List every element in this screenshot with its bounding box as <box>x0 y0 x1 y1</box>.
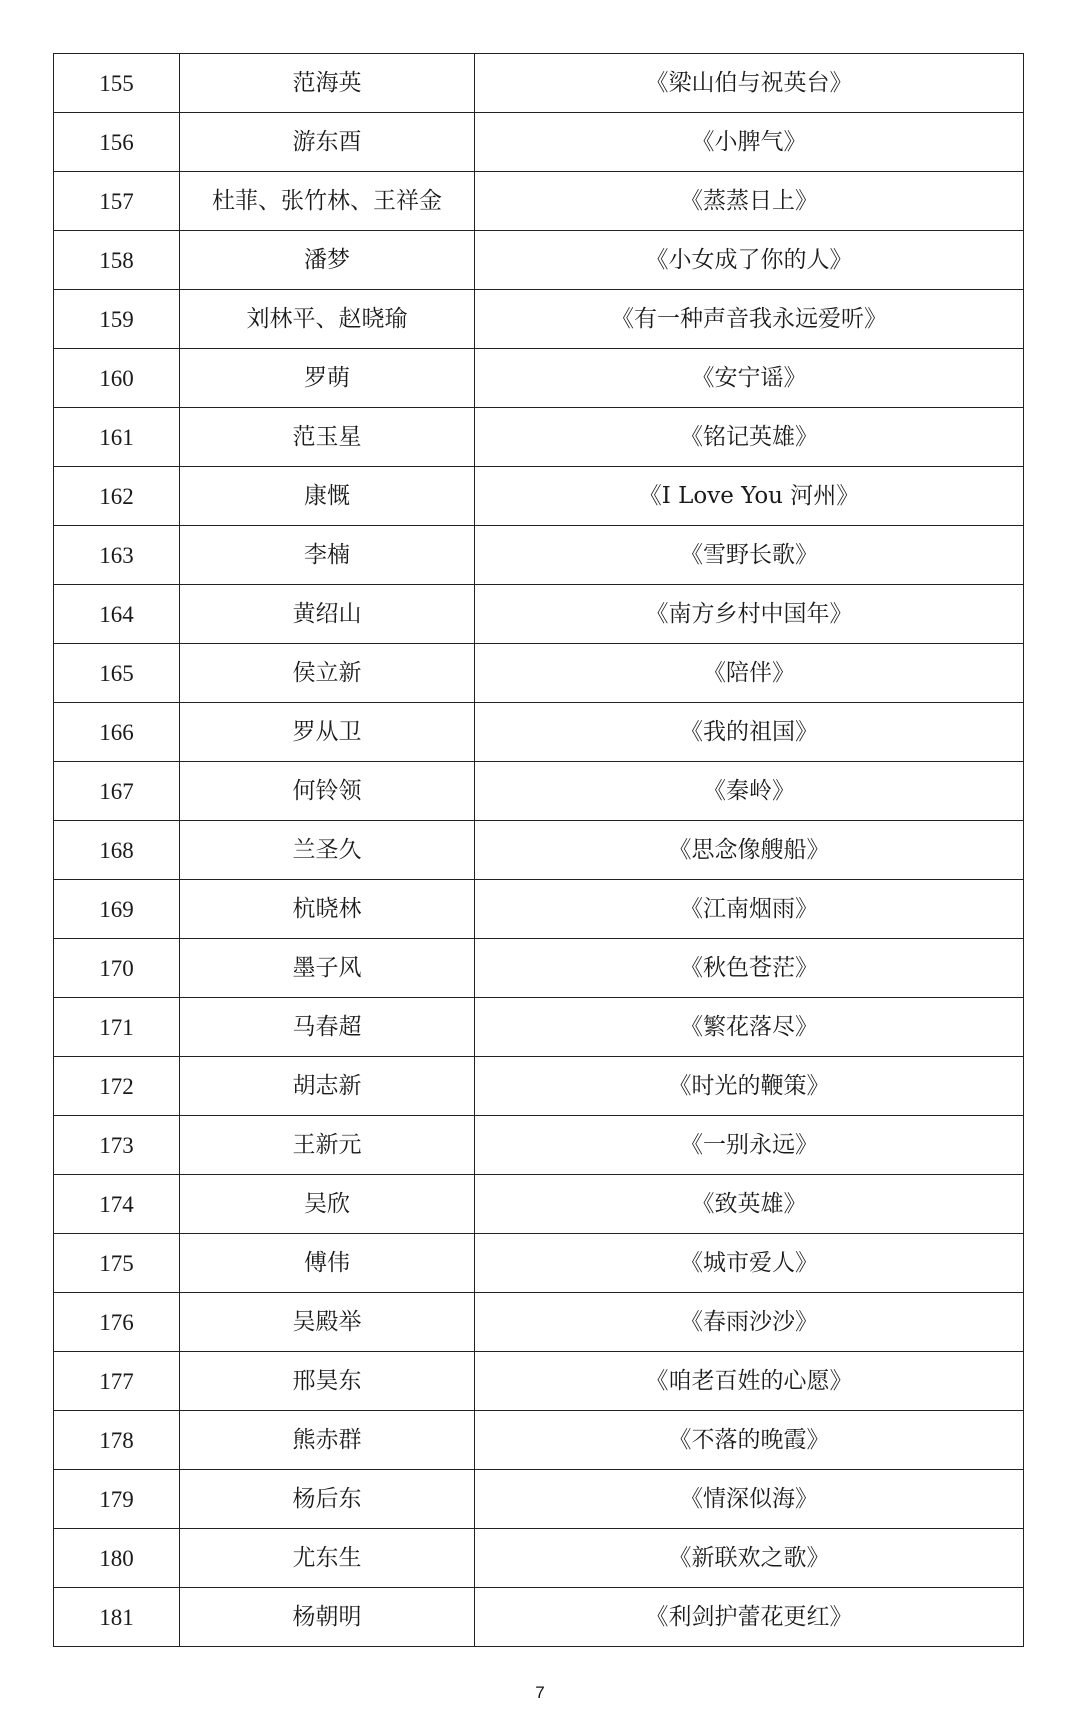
author-name-cell: 范玉星 <box>180 408 475 467</box>
work-title-cell: 《思念像艘船》 <box>475 821 1024 880</box>
author-name-cell: 马春超 <box>180 998 475 1057</box>
row-number-cell: 169 <box>54 880 180 939</box>
work-title-cell: 《不落的晚霞》 <box>475 1411 1024 1470</box>
work-title-cell: 《城市爱人》 <box>475 1234 1024 1293</box>
row-number-cell: 179 <box>54 1470 180 1529</box>
work-title-cell: 《小女成了你的人》 <box>475 231 1024 290</box>
work-title-cell: 《秦岭》 <box>475 762 1024 821</box>
row-number-cell: 166 <box>54 703 180 762</box>
table-row <box>54 821 1024 880</box>
row-number-cell: 160 <box>54 349 180 408</box>
author-name-cell: 杨后东 <box>180 1470 475 1529</box>
work-title-cell: 《小脾气》 <box>475 113 1024 172</box>
table-row <box>54 290 1024 349</box>
author-name-cell: 杭晓林 <box>180 880 475 939</box>
row-number-cell: 178 <box>54 1411 180 1470</box>
work-title-cell: 《新联欢之歌》 <box>475 1529 1024 1588</box>
table-row <box>54 1057 1024 1116</box>
work-title-cell: 《雪野长歌》 <box>475 526 1024 585</box>
author-name-cell: 康慨 <box>180 467 475 526</box>
author-name-cell: 胡志新 <box>180 1057 475 1116</box>
table-row <box>54 880 1024 939</box>
work-title-cell: 《陪伴》 <box>475 644 1024 703</box>
work-title-cell: 《咱老百姓的心愿》 <box>475 1352 1024 1411</box>
table-row <box>54 408 1024 467</box>
row-number-cell: 162 <box>54 467 180 526</box>
work-title-cell: 《春雨沙沙》 <box>475 1293 1024 1352</box>
work-title-cell: 《蒸蒸日上》 <box>475 172 1024 231</box>
author-name-cell: 邢昊东 <box>180 1352 475 1411</box>
table-row <box>54 54 1024 113</box>
table-row <box>54 113 1024 172</box>
author-name-cell: 王新元 <box>180 1116 475 1175</box>
row-number-cell: 155 <box>54 54 180 113</box>
author-name-cell: 吴欣 <box>180 1175 475 1234</box>
table-row <box>54 1116 1024 1175</box>
table-row <box>54 349 1024 408</box>
row-number-cell: 180 <box>54 1529 180 1588</box>
work-title-cell: 《江南烟雨》 <box>475 880 1024 939</box>
author-name-cell: 兰圣久 <box>180 821 475 880</box>
row-number-cell: 164 <box>54 585 180 644</box>
row-number-cell: 158 <box>54 231 180 290</box>
row-number-cell: 172 <box>54 1057 180 1116</box>
table-row <box>54 231 1024 290</box>
author-name-cell: 尤东生 <box>180 1529 475 1588</box>
row-number-cell: 174 <box>54 1175 180 1234</box>
author-name-cell: 范海英 <box>180 54 475 113</box>
row-number-cell: 156 <box>54 113 180 172</box>
table-row <box>54 939 1024 998</box>
author-name-cell: 潘梦 <box>180 231 475 290</box>
row-number-cell: 173 <box>54 1116 180 1175</box>
work-title-cell: 《I Love You 河州》 <box>475 467 1024 526</box>
author-name-cell: 李楠 <box>180 526 475 585</box>
author-name-cell: 侯立新 <box>180 644 475 703</box>
row-number-cell: 167 <box>54 762 180 821</box>
author-name-cell: 罗从卫 <box>180 703 475 762</box>
work-title-cell: 《繁花落尽》 <box>475 998 1024 1057</box>
work-title-cell: 《铭记英雄》 <box>475 408 1024 467</box>
table-row <box>54 1352 1024 1411</box>
row-number-cell: 168 <box>54 821 180 880</box>
table-row <box>54 1411 1024 1470</box>
row-number-cell: 165 <box>54 644 180 703</box>
author-name-cell: 游东酉 <box>180 113 475 172</box>
work-title-cell: 《秋色苍茫》 <box>475 939 1024 998</box>
work-title-cell: 《南方乡村中国年》 <box>475 585 1024 644</box>
work-title-cell: 《利剑护蕾花更红》 <box>475 1588 1024 1647</box>
work-title-cell: 《情深似海》 <box>475 1470 1024 1529</box>
table-row <box>54 644 1024 703</box>
table-row <box>54 703 1024 762</box>
author-name-cell: 吴殿举 <box>180 1293 475 1352</box>
page-number: 7 <box>535 1683 545 1702</box>
table-row <box>54 762 1024 821</box>
entry-table <box>53 53 1024 1647</box>
row-number-cell: 157 <box>54 172 180 231</box>
work-title-cell: 《有一种声音我永远爱听》 <box>475 290 1024 349</box>
row-number-cell: 170 <box>54 939 180 998</box>
row-number-cell: 177 <box>54 1352 180 1411</box>
author-name-cell: 杜菲、张竹林、王祥金 <box>180 172 475 231</box>
work-title-cell: 《一别永远》 <box>475 1116 1024 1175</box>
work-title-cell: 《我的祖国》 <box>475 703 1024 762</box>
work-title-cell: 《安宁谣》 <box>475 349 1024 408</box>
table-row <box>54 1588 1024 1647</box>
table-row <box>54 585 1024 644</box>
row-number-cell: 171 <box>54 998 180 1057</box>
entry-table-body <box>54 54 1024 1647</box>
row-number-cell: 163 <box>54 526 180 585</box>
author-name-cell: 傅伟 <box>180 1234 475 1293</box>
table-row <box>54 1470 1024 1529</box>
table-row <box>54 1293 1024 1352</box>
author-name-cell: 何铃领 <box>180 762 475 821</box>
row-number-cell: 161 <box>54 408 180 467</box>
work-title-cell: 《梁山伯与祝英台》 <box>475 54 1024 113</box>
table-row <box>54 1529 1024 1588</box>
table-row <box>54 467 1024 526</box>
row-number-cell: 175 <box>54 1234 180 1293</box>
table-row <box>54 526 1024 585</box>
table-row <box>54 172 1024 231</box>
author-name-cell: 杨朝明 <box>180 1588 475 1647</box>
author-name-cell: 罗萌 <box>180 349 475 408</box>
row-number-cell: 176 <box>54 1293 180 1352</box>
work-title-cell: 《致英雄》 <box>475 1175 1024 1234</box>
row-number-cell: 159 <box>54 290 180 349</box>
table-row <box>54 1234 1024 1293</box>
author-name-cell: 墨子风 <box>180 939 475 998</box>
author-name-cell: 熊赤群 <box>180 1411 475 1470</box>
work-title-cell: 《时光的鞭策》 <box>475 1057 1024 1116</box>
table-row <box>54 998 1024 1057</box>
table-row <box>54 1175 1024 1234</box>
author-name-cell: 黄绍山 <box>180 585 475 644</box>
row-number-cell: 181 <box>54 1588 180 1647</box>
author-name-cell: 刘林平、赵晓瑜 <box>180 290 475 349</box>
